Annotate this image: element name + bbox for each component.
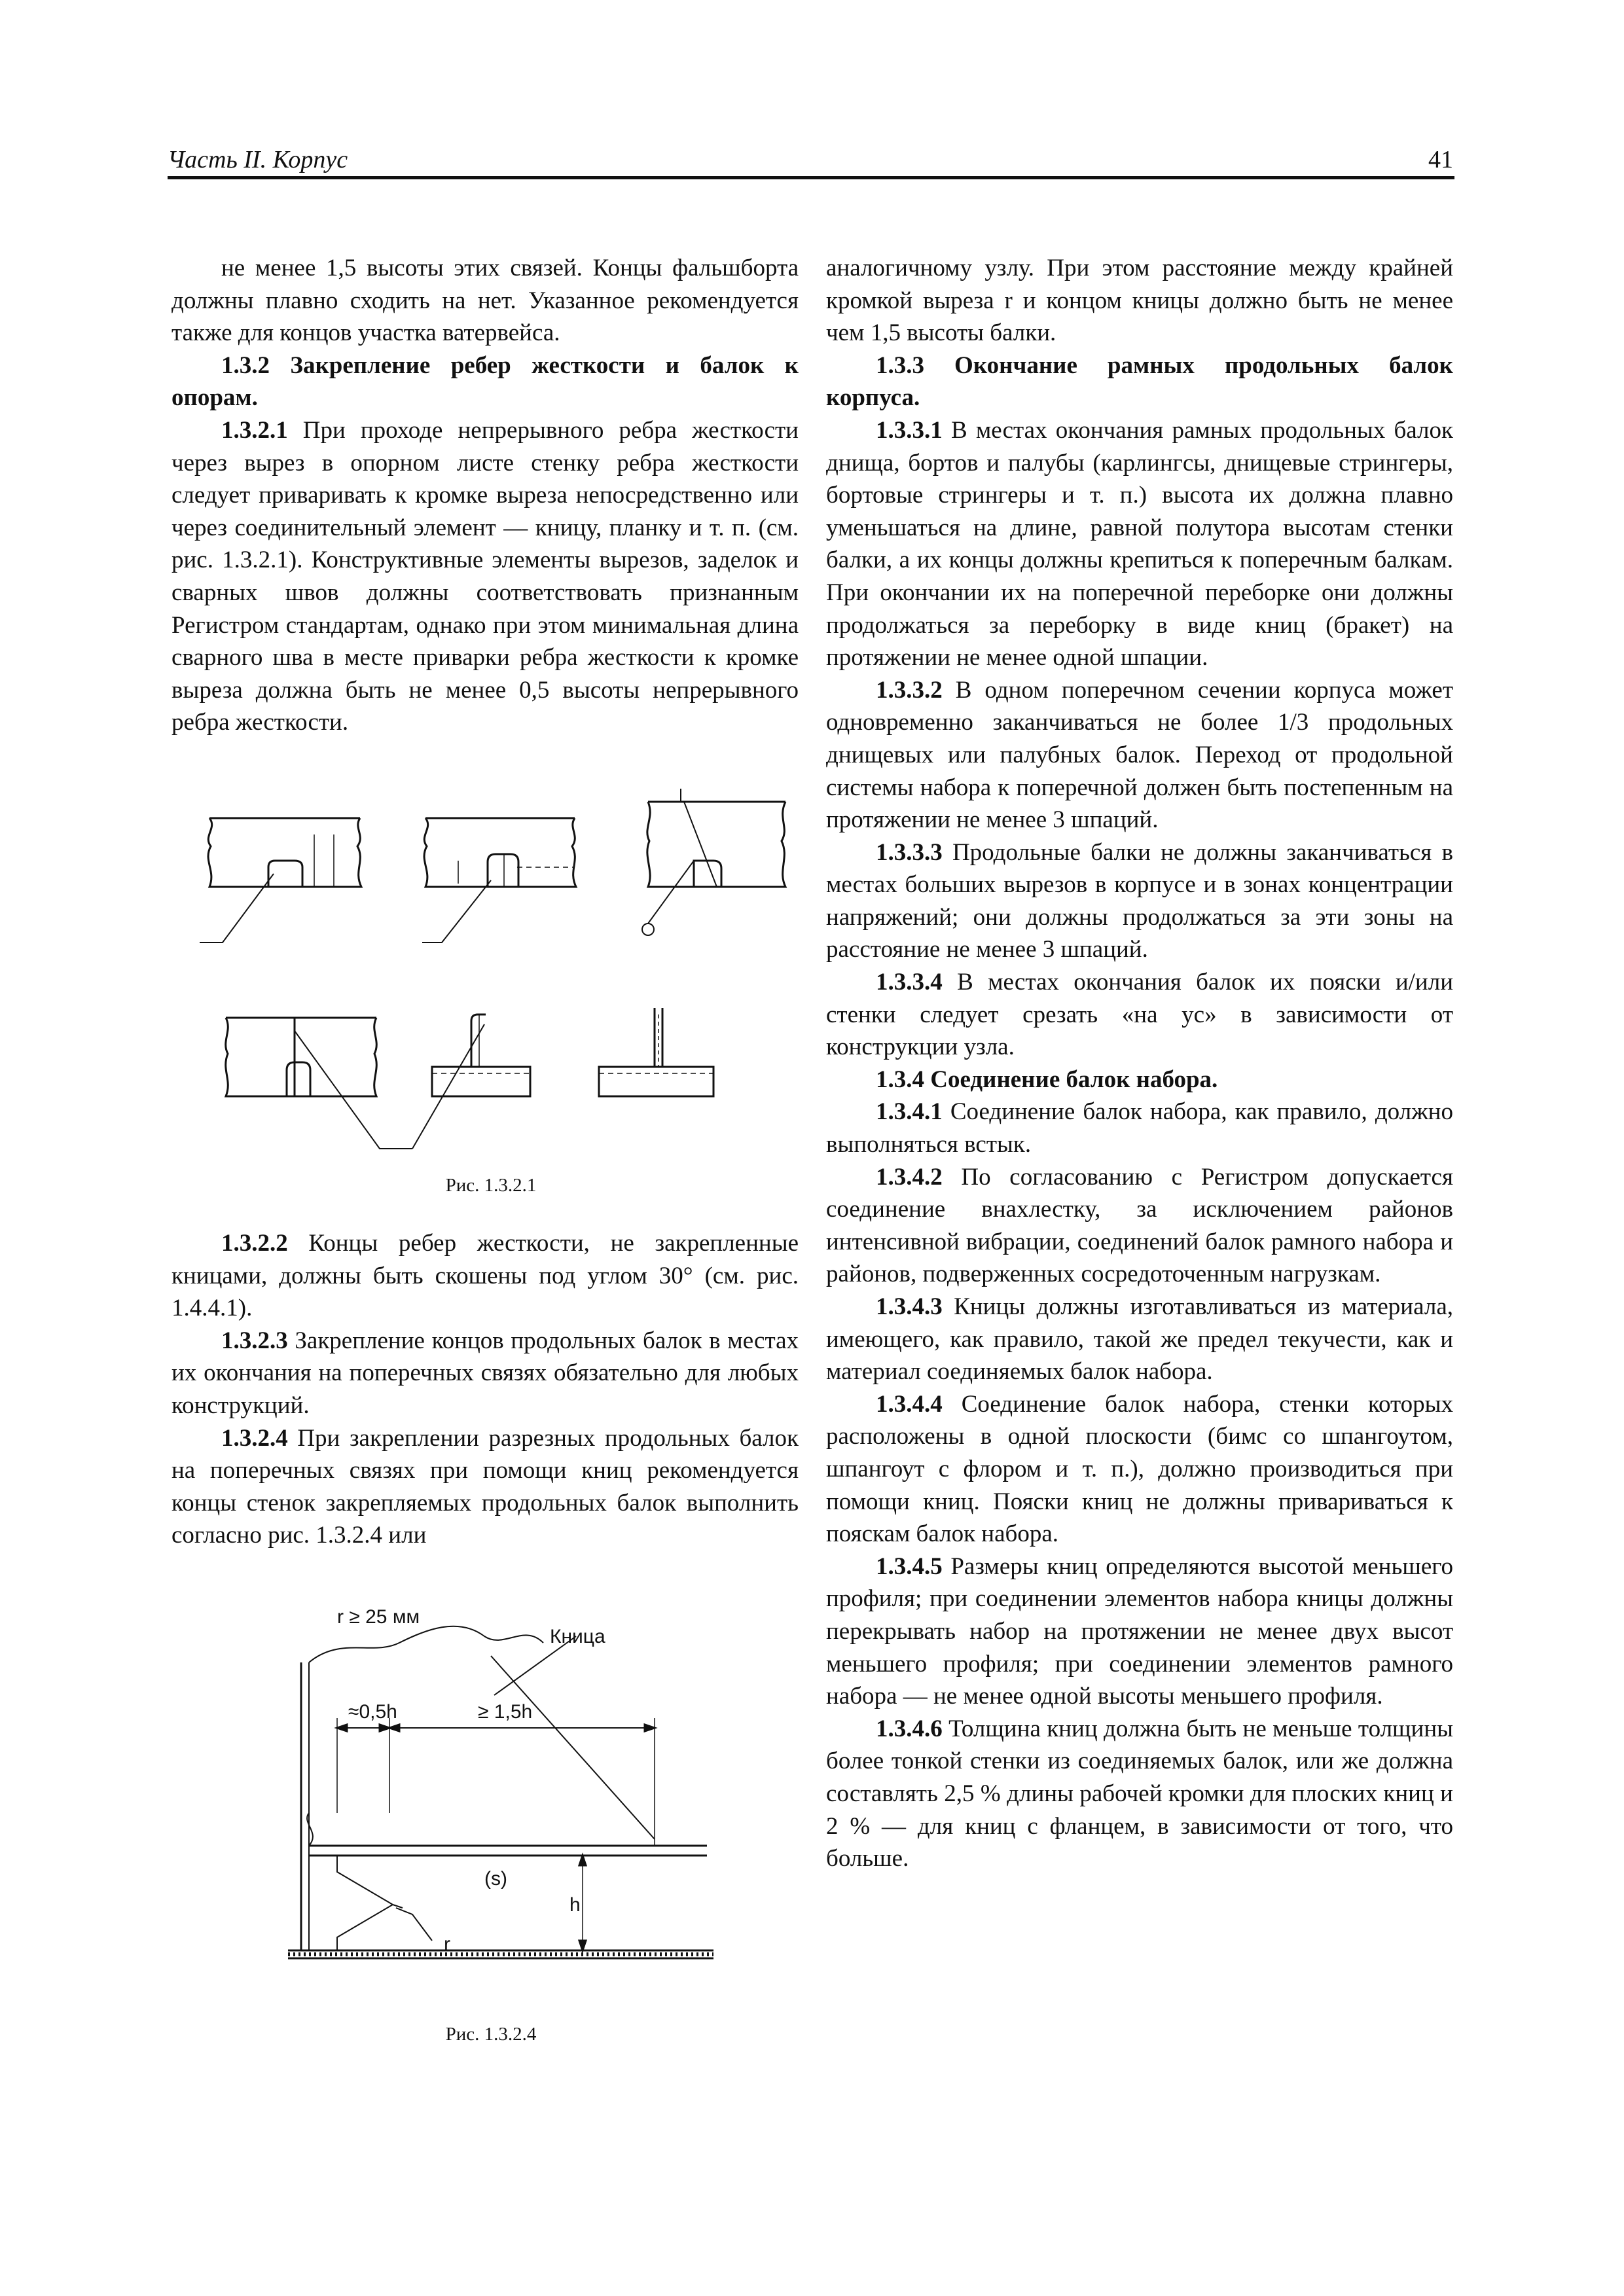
paragraph: не менее 1,5 высоты этих связей. Концы фальшборта должны плавно сходить на нет. Указанное рекомендуется также для концов участка ватервейса. xyxy=(171,255,799,347)
clause-text: Продольные балки не должны заканчиваться в местах больших вырезов в корпусе и в зонах концентрации напряжений; они должны продолжаться за эти зоны на расстояние не менее 3 шпаций. xyxy=(826,838,1453,963)
clause-number: 1.3.3.1 xyxy=(876,416,943,444)
heading-text: 1.3.2 Закрепление ребер жесткости и балок к опорам. xyxy=(171,351,799,412)
section-heading xyxy=(171,350,799,414)
clause-text: Толщина книц должна быть не меньше толщины более тонкой стенки из соединяемых балок, или же должна составлять 2,5 % длины рабочей кромки для плоских книц и 2 % — для книц с фланцем, в зависимости от того, что больше. xyxy=(826,1715,1453,1873)
figure-drawing xyxy=(196,789,792,1155)
clause-text: В местах окончания рамных продольных балок днища, бортов и палубы (карлингсы, днищевые стрингеры, бортовые стрингеры и т. п.) высота их должна плавно уменьшаться на длине, равной полутора высотам стенки балки, а их концы должны крепиться к поперечным балкам. При окончании их на поперечной переборке они должны продолжаться за переборку в виде книц (бракет) на протяжении не менее одной шпации. xyxy=(826,416,1453,672)
heading-text: 1.3.4 Соединение балок набора. xyxy=(876,1066,1218,1093)
clause-number: 1.3.3.2 xyxy=(876,676,943,704)
label-h: h xyxy=(569,1894,581,1916)
figure-1-3-2-1 xyxy=(196,789,792,1155)
clause-number: 1.3.4.5 xyxy=(876,1552,943,1580)
paragraph xyxy=(826,1713,1453,1875)
clause-number: 1.3.3.3 xyxy=(876,838,943,866)
clause-text: Закрепление концов продольных балок в местах их окончания на поперечных связях обязательно для любых конструкций. xyxy=(171,1327,799,1419)
paragraph xyxy=(171,414,799,739)
paragraph xyxy=(826,1161,1453,1291)
clause-number: 1.3.4.6 xyxy=(876,1715,943,1742)
paragraph: аналогичному узлу. При этом расстояние между крайней кромкой выреза r и концом кницы должно быть не менее чем 1,5 высоты балки. xyxy=(826,255,1453,347)
label-r-min: r ≥ 25 мм xyxy=(337,1606,420,1628)
paragraph xyxy=(826,836,1453,966)
clause-number: 1.3.2.2 xyxy=(221,1230,288,1257)
label-one-half-h: ≥ 1,5h xyxy=(478,1701,533,1723)
left-column-lower xyxy=(171,1227,799,1552)
section-heading xyxy=(826,1064,1453,1096)
paragraph xyxy=(826,1291,1453,1388)
section-heading xyxy=(826,350,1453,414)
clause-text: Концы ребер жесткости, не закрепленные кницами, должны быть скошены под углом 30° (см. рис. 1.4.4.1). xyxy=(171,1230,799,1322)
clause-number: 1.3.2.3 xyxy=(221,1327,288,1354)
clause-number: 1.3.2.4 xyxy=(221,1424,288,1452)
header-rule xyxy=(168,176,1454,179)
label-knee: Кница xyxy=(550,1626,605,1647)
paragraph xyxy=(171,1227,799,1325)
clause-text: По согласованию с Регистром допускается соединение внахлестку, за исключением районов интенсивной вибрации, соединений балок рамного набора и районов, подверженных сосредоточенным нагрузкам. xyxy=(826,1163,1453,1288)
clause-text: В местах окончания балок их пояски и/или стенки следует срезать «на ус» в зависимости от конструкции узла. xyxy=(826,969,1453,1061)
page-number: 41 xyxy=(1428,146,1453,173)
label-s: (s) xyxy=(484,1868,507,1890)
clause-text: При закреплении разрезных продольных балок на поперечных связях при помощи книц рекомендуется концы стенок закрепляемых продольных балок выполнить согласно рис. 1.3.2.4 или xyxy=(171,1424,799,1549)
running-title: Часть II. Корпус xyxy=(168,146,348,173)
paragraph xyxy=(826,966,1453,1064)
clause-text: Соединение балок набора, как правило, должно выполняться встык. xyxy=(826,1098,1453,1158)
paragraph xyxy=(826,1096,1453,1160)
right-column xyxy=(826,252,1453,1875)
clause-text: Размеры книц определяются высотой меньшего профиля; при соединении элементов набора кницы должны перекрывать набор на протяжении не менее двух высот меньшего профиля; при соединении элементов рамного набора — не менее одной высоты меньшего профиля. xyxy=(826,1552,1453,1710)
clause-text: Кницы должны изготавливаться из материала, имеющего, как правило, такой же предел текучести, как и материал соединяемых балок набора. xyxy=(826,1293,1453,1386)
paragraph xyxy=(826,1388,1453,1551)
label-r: r xyxy=(444,1933,450,1955)
figure-caption: Рис. 1.3.2.4 xyxy=(445,2024,537,2045)
figure-caption: Рис. 1.3.2.1 xyxy=(445,1175,537,1196)
clause-text: В одном поперечном сечении корпуса может одновременно заканчиваться не более 1/3 продольных днищевых или палубных балок. Переход от продольной системы набора к поперечной должен быть постепенным на протяжении не менее 3 шпаций. xyxy=(826,676,1453,834)
figure-1-3-2-4 xyxy=(262,1597,733,1983)
paragraph xyxy=(171,1325,799,1422)
paragraph xyxy=(826,674,1453,836)
clause-number: 1.3.4.1 xyxy=(876,1098,943,1126)
paragraph xyxy=(826,1551,1453,1713)
clause-text: Соединение балок набора, стенки которых расположены в одной плоскости (бимс со шпангоутом, шпангоут с флором и т. п.), должно производиться при помощи книц. Пояски книц не должны привариваться к пояскам балок набора. xyxy=(826,1390,1453,1548)
page-header xyxy=(168,145,1454,179)
figure-drawing xyxy=(262,1597,733,1983)
left-column xyxy=(171,252,799,739)
label-half-h: ≈0,5h xyxy=(348,1701,397,1723)
clause-number: 1.3.3.4 xyxy=(876,969,943,996)
clause-number: 1.3.4.2 xyxy=(876,1163,943,1191)
paragraph xyxy=(171,1422,799,1552)
clause-number: 1.3.4.4 xyxy=(876,1390,943,1418)
clause-text: При проходе непрерывного ребра жесткости через вырез в опорном листе стенку ребра жесткости следует приваривать к кромке выреза непосредственно или через соединительный элемент — кницу, планку и т. п. (см. рис. 1.3.2.1). Конструктивные элементы вырезов, заделок и сварных швов должны соответствовать признанным Регистром стандартам, однако при этом минимальная длина сварного шва в месте приварки ребра жесткости к кромке выреза должна быть не менее 0,5 высоты непрерывного ребра жесткости. xyxy=(171,416,799,736)
clause-number: 1.3.4.3 xyxy=(876,1293,943,1320)
paragraph xyxy=(826,414,1453,674)
heading-text: 1.3.3 Окончание рамных продольных балок корпуса. xyxy=(826,351,1453,412)
clause-number: 1.3.2.1 xyxy=(221,416,288,444)
